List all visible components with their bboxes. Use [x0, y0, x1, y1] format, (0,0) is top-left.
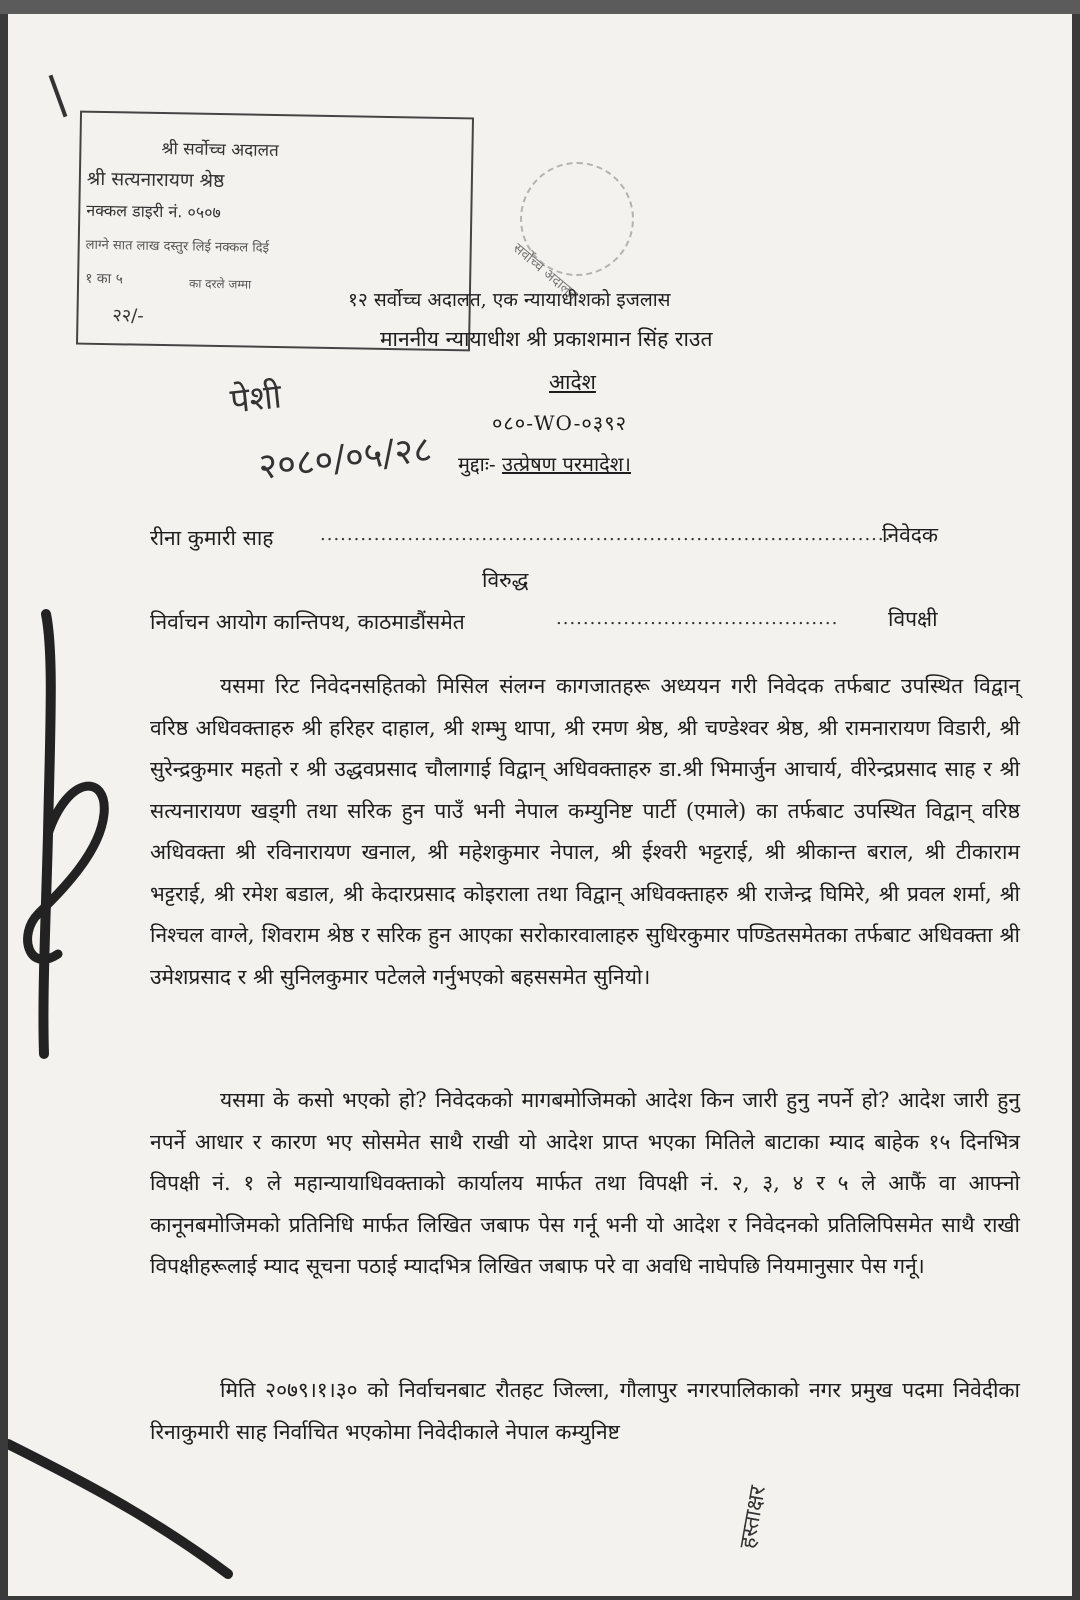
scan-top-edge — [0, 0, 1080, 14]
document-page — [8, 14, 1072, 1596]
paragraph-2: यसमा के कसो भएको हो? निवेदकको मागबमोजिमको आदेश किन जारी हुनु नपर्ने हो? आदेश जारी हुनु नपर्ने आधार र कारण भए सोसमेत साथै राखी यो आदेश प्राप्त भएका मितिले बाटाका म्याद बाहेक १५ दिनभित्र विपक्षी नं. १ ले महान्यायाधिवक्ताको कार्यालय मार्फत तथा विपक्षी नं. २, ३, ४ र ५ ले आफैं वा आफ्नो कानूनबमोजिमको प्रतिनिधि मार्फत लिखित जबाफ पेस गर्नू भनी यो आदेश र निवेदनको प्रतिलिपिसमेत साथै राखी विपक्षीहरूलाई म्याद सूचना पठाई म्यादभित्र लिखित जबाफ परे वा अवधि नाघेपछि नियमानुसार पेस गर्नू। — [150, 1088, 1020, 1278]
respondent-leader: .......................................... — [556, 608, 839, 629]
stamp-line3: नक्कल डाइरी नं. ०५०७ — [86, 200, 221, 223]
stamp-line5: १ का ५ — [84, 270, 124, 288]
handwritten-note1: पेशी — [228, 376, 284, 422]
paragraph-1: यसमा रिट निवेदनसहितको मिसिल संलग्न कागजातहरू अध्ययन गरी निवेदक तर्फबाट उपस्थित विद्वान् वरिष्ठ अधिवक्ताहरु श्री हरिहर दाहाल, श्री शम्भु थापा, श्री रमण श्रेष्ठ, श्री चण्डेश्वर श्रेष्ठ, श्री रामनारायण विडारी, श्री सुरेन्द्रकुमार महतो र श्री उद्धवप्रसाद चौलागाई विद्वान् अधिवक्ताहरु डा.श्री भिमार्जुन आचार्य, वीरेन्द्रप्रसाद साह र श्री सत्यनारायण खड्गी तथा सरिक हुन पाउँ भनी नेपाल कम्युनिष्ट पार्टी (एमाले) का तर्फबाट उपस्थित विद्वान् वरिष्ठ अधिवक्ता श्री रविनारायण खनाल, श्री महेशकुमार नेपाल, श्री ईश्वरी भट्टराई, श्री श्रीकान्त बराल, श्री टीकाराम भट्टराई, श्री रमेश बडाल, श्री केदारप्रसाद कोइराला तथा विद्वान् अधिवक्ताहरु श्री राजेन्द्र घिमिरे, श्री प्रवल शर्मा, श्री निश्चल वाग्ले, शिवराम श्रेष्ठ र सरिक हुन आएका सरोकारवालाहरु सुधिरकुमार पण्डितसमेतका तर्फबाट अधिवक्ता श्री उमेशप्रसाद र श्री सुनिलकुमार पटेलले गर्नुभएको बहससमेत सुनियो। — [150, 674, 1020, 989]
court-line1-text: सर्वोच्च अदालत, एक न्यायाधीशको इजलास — [373, 289, 671, 311]
respondent-name: निर्वाचन आयोग कान्तिपथ, काठमाडौंसमेत — [150, 610, 465, 634]
subject-label: मुद्दाः- — [458, 452, 496, 476]
stamp-line2: श्री सत्यनारायण श्रेष्ठ — [86, 167, 225, 193]
signature-initial: हस्ताक्षर — [735, 1483, 771, 1551]
ink-scribbles — [8, 14, 1072, 1596]
stamp-line7: २२/- — [112, 305, 144, 327]
seal-text: सर्वोच्च अदालत — [509, 240, 581, 304]
stamp-line4: लाग्ने सात लाख दस्तुर लिई नक्कल दिई — [85, 237, 270, 256]
subject-text: उत्प्रेषण परमादेश। — [501, 452, 631, 476]
petitioner-role: निवेदक — [882, 523, 939, 547]
versus: विरुद्ध — [482, 568, 529, 592]
respondent-role: विपक्षी — [888, 607, 938, 631]
case-number: ०८०-WO-०३९२ — [492, 411, 628, 435]
petitioner-name: रीना कुमारी साह — [150, 526, 274, 550]
handwritten-date: २०८०/०५/२८ — [256, 429, 434, 488]
order-title: आदेश — [549, 370, 596, 394]
petitioner-leader: ..................................................................................... — [320, 524, 892, 545]
stamp-line1: श्री सर्वोच्च अदालत — [161, 139, 280, 162]
court-line1-prefix: १२ — [348, 289, 368, 311]
stamp-line6: का दरले जम्मा — [188, 276, 252, 292]
ink-stroke-bottom — [8, 1444, 228, 1574]
paragraph-3: मिति २०७९।१।३० को निर्वाचनबाट रौतहट जिल्ला, गौलापुर नगरपालिकाको नगर प्रमुख पदमा निवेदीका रिनाकुमारी साह निर्वाचित भएकोमा निवेदीकाले नेपाल कम्युनिष्ट — [150, 1378, 1020, 1444]
court-line2: माननीय न्यायाधीश श्री प्रकाशमान सिंह राउत — [380, 327, 713, 351]
ink-stroke-loop — [28, 786, 105, 959]
